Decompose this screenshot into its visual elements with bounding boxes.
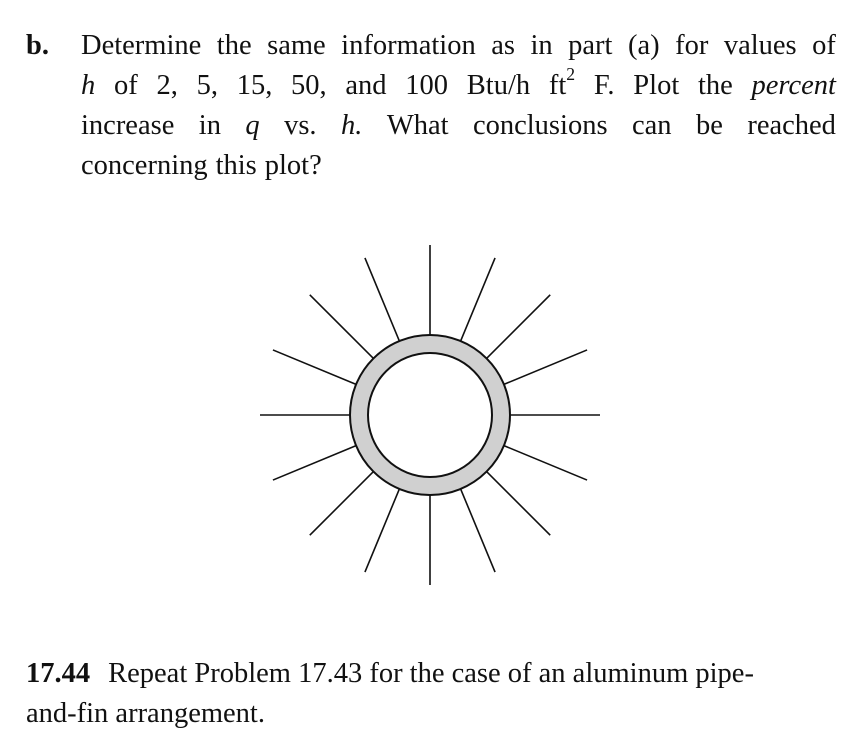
word: F. — [593, 70, 615, 101]
problem-17-44-line-1 — [26, 654, 836, 694]
word: concerning — [81, 150, 208, 181]
part-b-label: b. — [26, 30, 49, 61]
part-b-body — [81, 26, 836, 186]
word: in — [198, 110, 221, 141]
word: this — [215, 150, 257, 181]
word: part — [568, 30, 613, 61]
problem-17-44 — [26, 654, 836, 734]
word: can — [631, 110, 672, 141]
word: (a) — [627, 30, 660, 61]
fin-line — [310, 295, 374, 359]
problem-number: 17.44 — [26, 658, 91, 689]
word: as — [491, 30, 515, 61]
word: h. — [341, 110, 363, 141]
word: reached — [747, 110, 836, 141]
word: 5, — [196, 70, 218, 101]
word: of — [812, 30, 836, 61]
fin-line — [487, 472, 551, 536]
part-b-line-3 — [81, 106, 836, 146]
part-b-paragraph — [26, 26, 836, 186]
problem-17-44-line-2: and-fin arrangement. — [26, 698, 265, 729]
word: $ft^2$ — [548, 63, 576, 101]
word: q — [245, 110, 260, 141]
word: the — [697, 70, 733, 101]
word: same — [267, 30, 326, 61]
fin-line — [461, 489, 495, 572]
word: increase — [81, 110, 175, 141]
word: 50, — [291, 70, 327, 101]
word: and — [345, 70, 387, 101]
word: Btu/h — [466, 70, 531, 101]
fin-line — [365, 489, 399, 572]
fin-line — [504, 350, 587, 384]
part-b-line-1 — [81, 26, 836, 66]
word: 2, — [156, 70, 178, 101]
word: of — [113, 70, 138, 101]
word: conclusions — [472, 110, 608, 141]
fin-line — [504, 446, 587, 480]
word: in — [530, 30, 553, 61]
word: 100 — [405, 70, 449, 101]
problem-text-line-1: Repeat Problem 17.43 for the case of an aluminum pipe- — [108, 658, 754, 689]
part-b-line-2 — [81, 63, 836, 106]
word: Determine — [81, 30, 202, 61]
fin-line — [273, 446, 356, 480]
fin-line — [487, 295, 551, 359]
word: for — [675, 30, 709, 61]
word: percent — [751, 70, 836, 101]
word: plot? — [264, 150, 322, 181]
word: What — [386, 110, 449, 141]
word: 15, — [236, 70, 273, 101]
superscript: 2 — [566, 63, 576, 84]
pipe-bore — [368, 353, 492, 477]
finned-pipe-figure — [230, 220, 630, 620]
word: the — [216, 30, 252, 61]
word: Plot — [633, 70, 680, 101]
word: h — [81, 70, 96, 101]
fin-line — [273, 350, 356, 384]
word: values — [723, 30, 797, 61]
fin-line — [461, 258, 495, 341]
fin-line — [310, 472, 374, 536]
part-b-line-4 — [81, 146, 836, 186]
word: information — [341, 30, 476, 61]
word: be — [695, 110, 723, 141]
fin-line — [365, 258, 399, 341]
word: vs. — [284, 110, 317, 141]
